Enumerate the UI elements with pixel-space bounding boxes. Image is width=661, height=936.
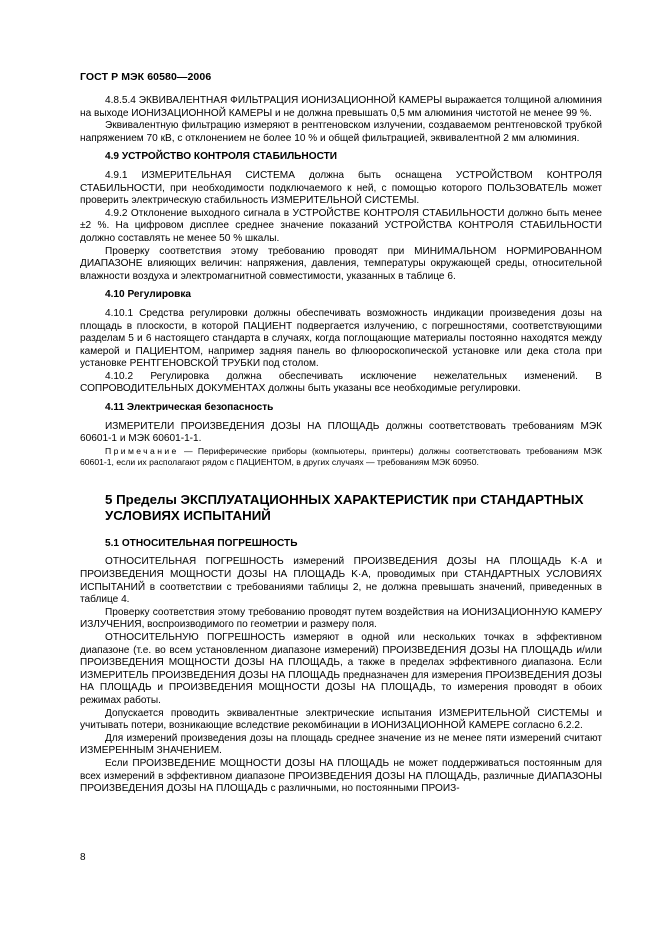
heading-4-11: 4.11 Электрическая безопасность bbox=[105, 402, 274, 414]
paragraph-5-1-b: Проверку соответствия этому требованию проводят путем воздействия на ИОНИЗАЦИОННУЮ КАМЕРУ ИЗЛУЧЕНИЯ, воспроизводимого по геометрии и размеру поля. bbox=[80, 606, 602, 631]
heading-4-9: 4.9 УСТРОЙСТВО КОНТРОЛЯ СТАБИЛЬНОСТИ bbox=[105, 151, 338, 163]
paragraph-4-9-1: 4.9.1 ИЗМЕРИТЕЛЬНАЯ СИСТЕМА должна быть оснащена УСТРОЙСТВОМ КОНТРОЛЯ СТАБИЛЬНОСТИ, при необходимости подключаемого к ней, с помощью которого ПОЛЬЗОВАТЕЛЬ может проверить электрическую стабильность ИЗМЕРИТЕЛЬНОЙ СИСТЕМЫ. bbox=[80, 169, 602, 207]
paragraph-5-1-c: ОТНОСИТЕЛЬНУЮ ПОГРЕШНОСТЬ измеряют в одной или нескольких точках в эффективном диапазоне (т.е. во всем установленном диапазоне измерений) ПРОИЗВЕДЕНИЯ ДОЗЫ НА ПЛОЩАДЬ и/или ПРОИЗВЕДЕНИЯ МОЩНОСТИ ДОЗЫ НА ПЛОЩАДЬ, а также в пределах эффективного диапазона. Если ИЗМЕРИТЕЛЬ ПРОИЗВЕДЕНИЯ ДОЗЫ НА ПЛОЩАДЬ предназначен для измерения ПРОИЗВЕДЕНИЯ ДОЗЫ НА ПЛОЩАДЬ и ПРОИЗВЕДЕНИЯ МОЩНОСТИ ДОЗЫ НА ПЛОЩАДЬ, то измерения проводят в обоих режимах работы. bbox=[80, 632, 602, 706]
page-number: 8 bbox=[80, 852, 86, 863]
heading-section-5: 5 Пределы ЭКСПЛУАТАЦИОННЫХ ХАРАКТЕРИСТИК при СТАНДАРТНЫХ УСЛОВИЯХ ИСПЫТАНИЙ bbox=[105, 491, 584, 523]
document-body bbox=[80, 95, 602, 796]
paragraph-4-9-2: 4.9.2 Отклонение выходного сигнала в УСТРОЙСТВЕ КОНТРОЛЯ СТАБИЛЬНОСТИ должно быть менее ±2 %. На цифровом дисплее среднее значение показаний УСТРОЙСТВА КОНТРОЛЯ СТАБИЛЬНОСТИ должно составлять не менее 50 % шкалы. bbox=[80, 207, 602, 244]
document-header: ГОСТ Р МЭК 60580—2006 bbox=[80, 71, 212, 83]
note-lead: Примечание bbox=[105, 445, 179, 456]
paragraph-5-1-e: Для измерений произведения дозы на площадь среднее значение из не менее пяти измерений считают ИЗМЕРЕННЫМ ЗНАЧЕНИЕМ. bbox=[80, 732, 602, 757]
paragraph-4-8-5-4: 4.8.5.4 ЭКВИВАЛЕНТНАЯ ФИЛЬТРАЦИЯ ИОНИЗАЦИОННОЙ КАМЕРЫ выражается толщиной алюминия на выходе ИОНИЗАЦИОННОЙ КАМЕРЫ и не должна превышать 0,5 мм алюминия чистотой не менее 99 %. bbox=[80, 95, 602, 119]
paragraph-5-1-d: Допускается проводить эквивалентные электрические испытания ИЗМЕРИТЕЛЬНОЙ СИСТЕМЫ и учитывать потери, возникающие вследствие рекомбинации в ИОНИЗАЦИОННОЙ КАМЕРЕ согласно 6.2.2. bbox=[80, 707, 602, 732]
heading-4-10: 4.10 Регулировка bbox=[105, 289, 192, 301]
paragraph-compliance-check: Проверку соответствия этому требованию проводят при МИНИМАЛЬНОМ НОРМИРОВАННОМ ДИАПАЗОНЕ влияющих величин: напряжения, давления, температуры окружающей среды, относительной влажности воздуха и электромагнитной совместимости, указанных в таблице 6. bbox=[80, 245, 602, 282]
paragraph-5-1-f: Если ПРОИЗВЕДЕНИЕ МОЩНОСТИ ДОЗЫ НА ПЛОЩАДЬ не может поддерживаться постоянным для всех измерений в эффективном диапазоне ПРОИЗВЕДЕНИЯ ДОЗЫ НА ПЛОЩАДЬ, различные ДИАПАЗОНЫ ПРОИЗВЕДЕНИЯ ДОЗЫ НА ПЛОЩАДЬ с различными, но постоянными ПРОИЗ- bbox=[80, 757, 602, 795]
paragraph-4-10-2: 4.10.2 Регулировка должна обеспечивать исключение нежелательных изменений. В СОПРОВОДИТЕЛЬНЫХ ДОКУМЕНТАХ должны быть указаны все необходимые регулировки. bbox=[80, 370, 602, 395]
heading-5-1: 5.1 ОТНОСИТЕЛЬНАЯ ПОГРЕШНОСТЬ bbox=[105, 537, 298, 549]
paragraph-equivalent-filtration: Эквивалентную фильтрацию измеряют в рентгеновском излучении, создаваемом рентгеновской трубкой напряжением 70 кВ, с отклонением не более 10 % и общей фильтрацией, эквивалентной 2 мм алюминия. bbox=[80, 120, 602, 144]
note bbox=[80, 446, 602, 468]
paragraph-5-1-a: ОТНОСИТЕЛЬНАЯ ПОГРЕШНОСТЬ измерений ПРОИЗВЕДЕНИЯ ДОЗЫ НА ПЛОЩАДЬ K·A и ПРОИЗВЕДЕНИЯ МОЩНОСТИ ДОЗЫ НА ПЛОЩАДЬ K·A, проводимых при СТАНДАРТНЫХ УСЛОВИЯХ ИСПЫТАНИЙ в соответствии с требованиями таблицы 2, не должна превышать значений, приведенных в таблице 4. bbox=[80, 556, 602, 606]
paragraph-4-10-1: 4.10.1 Средства регулировки должны обеспечивать возможность индикации произведения дозы на площадь в плоскости, в которой ПАЦИЕНТ подвергается излучению, с погрешностями, соответствующими разделам 5 и 6 настоящего стандарта в случаях, когда поглощающие материалы постоянно находятся между камерой и ПАЦИЕНТОМ, например задняя панель во флюороскопической установке или дека стола при установке РЕНТГЕНОВСКОЙ ТРУБКИ под столом. bbox=[80, 307, 602, 370]
note-text: — Периферические приборы (компьютеры, принтеры) должны соответствовать требованиям МЭК 60601-1, если их располагают рядом с ПАЦИЕНТОМ, в других случаях — требованиям МЭК 60950. bbox=[80, 445, 602, 467]
paragraph-4-11: ИЗМЕРИТЕЛИ ПРОИЗВЕДЕНИЯ ДОЗЫ НА ПЛОЩАДЬ должны соответствовать требованиям МЭК 60601-1 и МЭК 60601-1-1. bbox=[80, 420, 602, 445]
